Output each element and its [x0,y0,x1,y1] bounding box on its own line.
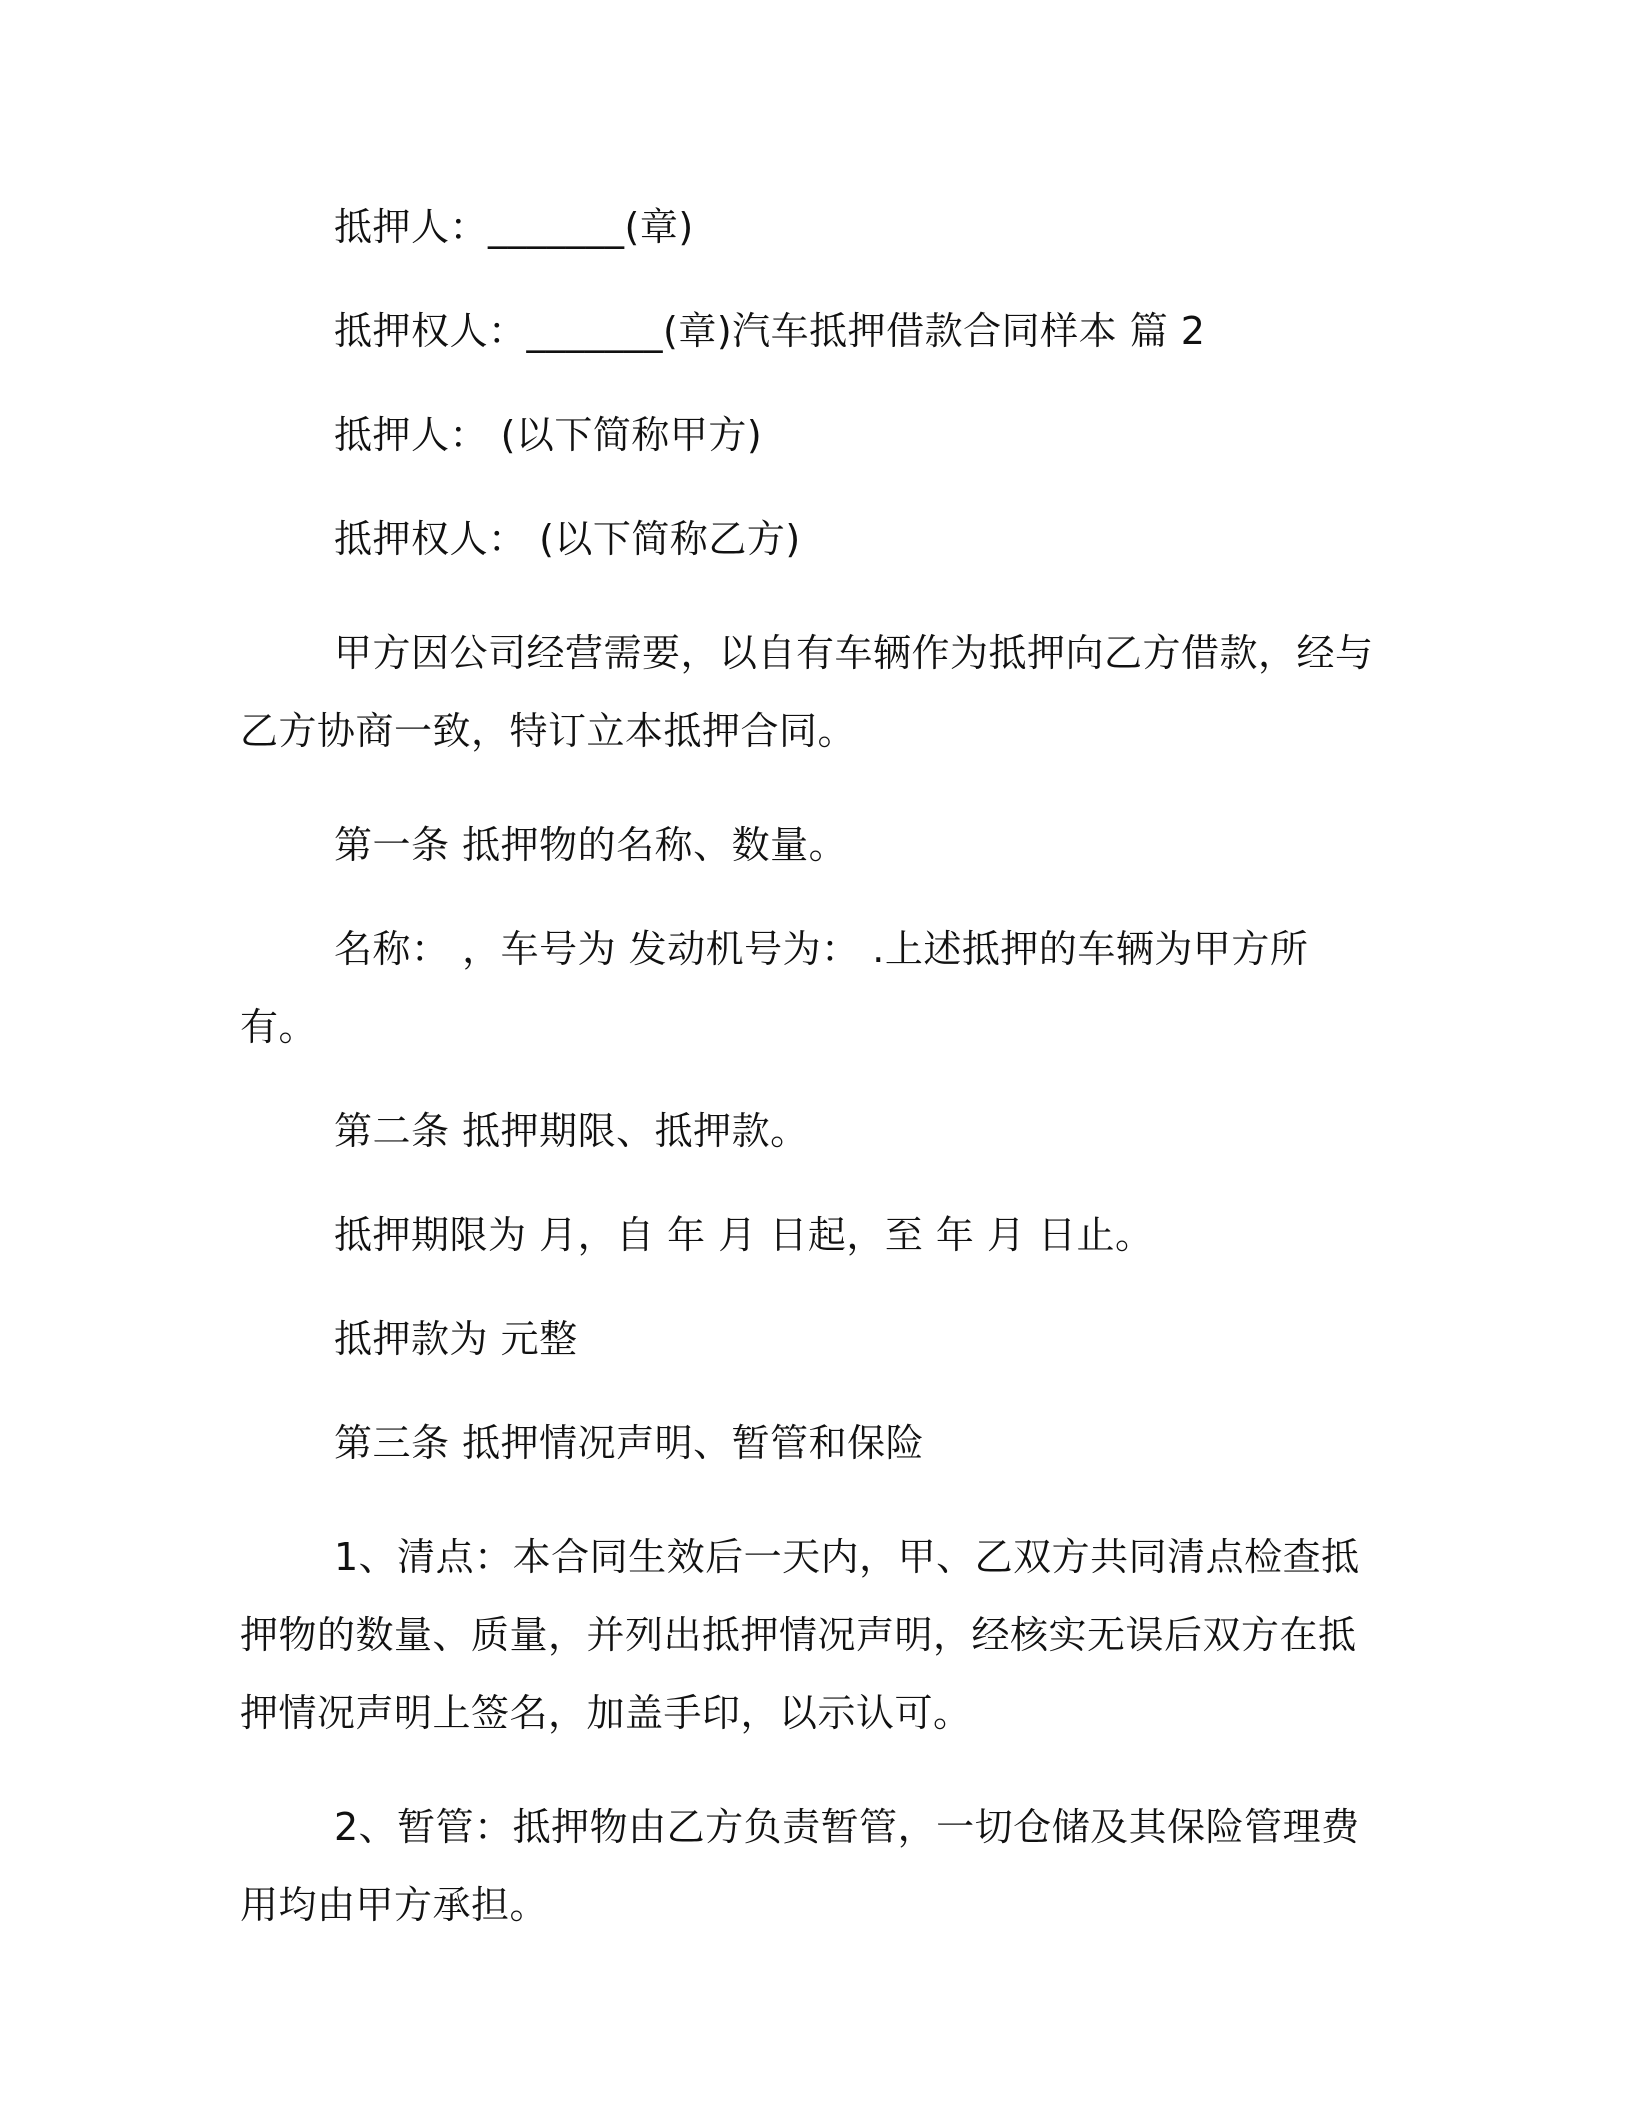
article-1-heading: 第一条 抵押物的名称、数量。 [334,823,848,867]
party-a-line: 抵押人： (以下简称甲方) [334,413,763,457]
document-body [240,188,1380,1944]
mortgage-term-line: 抵押期限为 月，自 年 月 日起，至 年 月 日止。 [334,1213,1154,1257]
intro-paragraph: 甲方因公司经营需要，以自有车辆作为抵押向乙方借款，经与乙方协商一致，特订立本抵押合同。 [240,631,1374,753]
party-b-line: 抵押权人： (以下简称乙方) [334,517,801,561]
clause-1-inventory: 1、清点：本合同生效后一天内，甲、乙双方共同清点检查抵押物的数量、质量，并列出抵押情况声明，经核实无误后双方在抵押情况声明上签名，加盖手印，以示认可。 [240,1535,1360,1735]
article-3-heading: 第三条 抵押情况声明、暂管和保险 [334,1421,925,1465]
mortgage-amount-line: 抵押款为 元整 [334,1317,578,1361]
mortgagor-signature-line: 抵押人：_______(章) [334,205,694,249]
article-2-heading: 第二条 抵押期限、抵押款。 [334,1109,809,1153]
article-1-content: 名称： ，车号为 发动机号为： .上述抵押的车辆为甲方所有。 [240,927,1309,1049]
mortgagee-signature-line: 抵押权人：_______(章)汽车抵押借款合同样本 篇 2 [334,309,1206,353]
clause-2-custody: 2、暂管：抵押物由乙方负责暂管，一切仓储及其保险管理费用均由甲方承担。 [240,1805,1360,1927]
